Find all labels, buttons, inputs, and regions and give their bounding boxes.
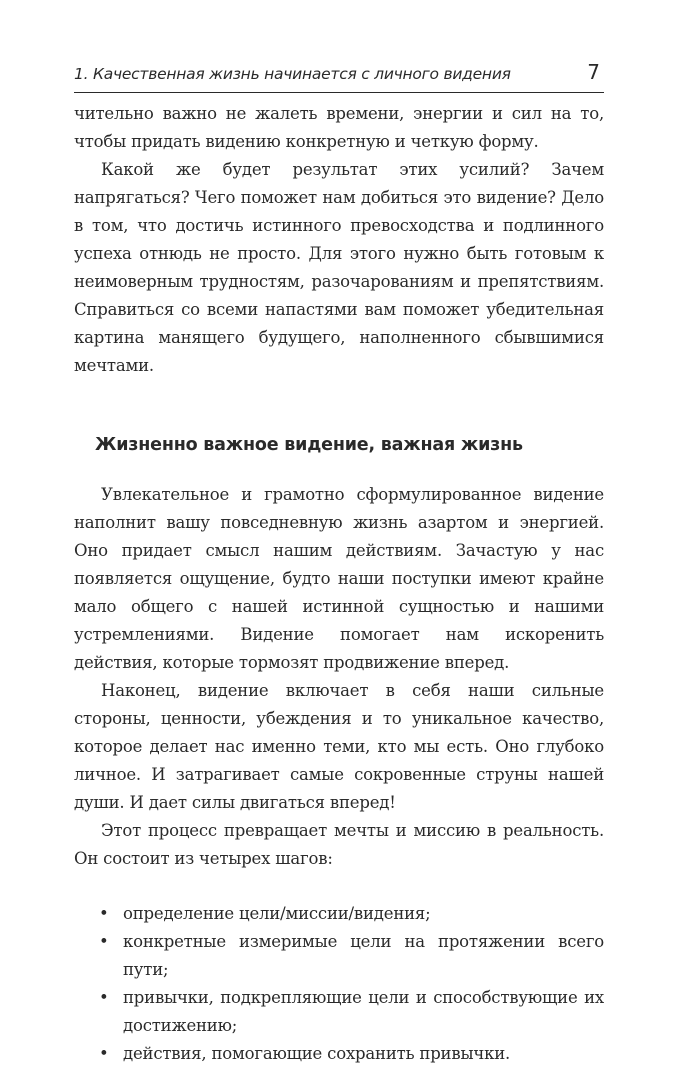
- paragraph-continued: чительно важно не жалеть времени, энергии и сил на то, чтобы придать видению конкретную и четкую форму.: [74, 104, 604, 151]
- body-text: [74, 100, 604, 1068]
- list-item-text: привычки, подкрепляющие цели и способствующие их достижению;: [123, 988, 604, 1035]
- steps-list: [74, 900, 604, 1068]
- paragraph: Наконец, видение включает в себя наши сильные стороны, ценности, убеждения и то уникальное качество, которое делает нас именно теми, кто мы есть. Оно глубоко личное. И затрагивает самые сокровенные струны нашей души. И дает силы двигаться вперед!: [74, 681, 604, 812]
- bullet-icon: •: [99, 988, 109, 1007]
- list-item-text: действия, помогающие сохранить привычки.: [123, 1044, 511, 1063]
- page-number: 7: [587, 60, 600, 84]
- running-header: [74, 62, 604, 93]
- paragraph: Этот процесс превращает мечты и миссию в реальность. Он состоит из четырех шагов:: [74, 821, 604, 868]
- list-item-text: конкретные измеримые цели на протяжении всего пути;: [123, 932, 604, 979]
- book-page: [74, 0, 604, 1063]
- list-item: [74, 984, 604, 1040]
- paragraph: Какой же будет результат этих усилий? Зачем напрягаться? Чего поможет нам добиться это видение? Дело в том, что достичь истинного превосходства и подлинного успеха отнюдь не просто. Для этого нужно быть готовым к неимоверным трудностям, разочарованиям и препятствиям. Справиться со всеми напастями вам поможет убедительная картина манящего будущего, наполненного сбывшимися мечтами.: [74, 160, 604, 375]
- section-heading: Жизненно важное видение, важная жизнь: [95, 435, 523, 455]
- bullet-icon: •: [99, 1044, 109, 1063]
- list-item: [74, 900, 604, 928]
- list-item: [74, 928, 604, 984]
- list-item: [74, 1040, 604, 1068]
- list-item-text: определение цели/миссии/видения;: [123, 904, 431, 923]
- bullet-icon: •: [99, 904, 109, 923]
- paragraph: Увлекательное и грамотно сформулированное видение наполнит вашу повседневную жизнь азартом и энергией. Оно придает смысл нашим действиям. Зачастую у нас появляется ощущение, будто наши поступки имеют крайне мало общего с нашей истинной сущностью и нашими устремлениями. Видение помогает нам искоренить действия, которые тормозят продвижение вперед.: [74, 485, 604, 672]
- running-title: 1. Качественная жизнь начинается с личного видения: [74, 65, 511, 83]
- bullet-icon: •: [99, 932, 109, 951]
